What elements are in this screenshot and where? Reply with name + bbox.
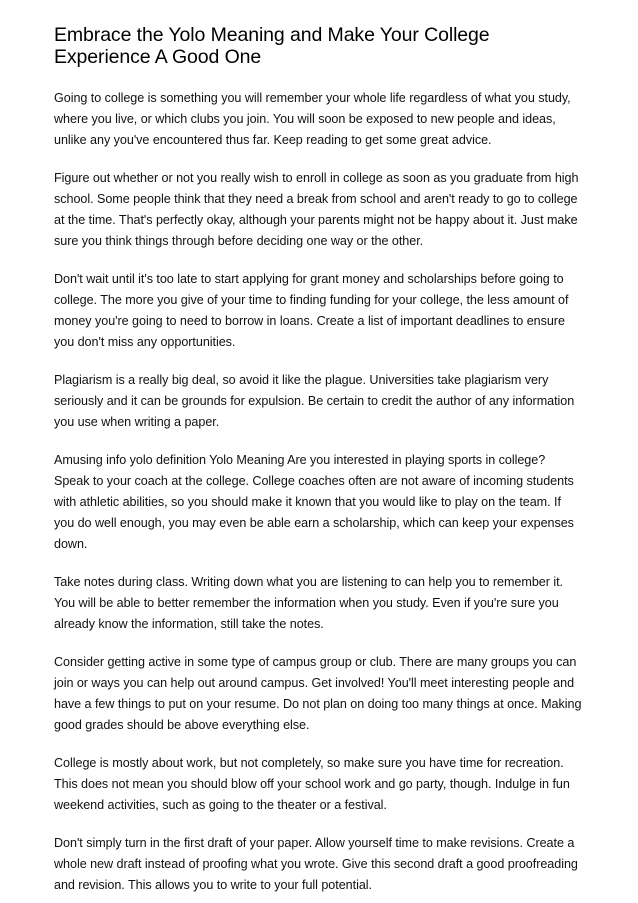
paragraph-3: Don't wait until it's too late to start applying for grant money and scholarships before going to college. The more you give of your time to finding funding for your college, the less amount of money you're going to need to borrow in loans. Create a list of important deadlines to ensure you don't miss any opportunities. bbox=[54, 272, 569, 349]
paragraph-9: Don't simply turn in the first draft of your paper. Allow yourself time to make revisions. Create a whole new draft instead of proofing what you wrote. Give this second draft a good proofreading and revision. This allows you to write to your full potential. bbox=[54, 836, 578, 892]
paragraph-5: Amusing info yolo definition Yolo Meaning Are you interested in playing sports in college? Speak to your coach at the college. College coaches often are not aware of incoming students with athletic abilities, so you should make it known that you would like to play on the team. If you do well enough, you may even be able earn a scholarship, which can keep your expenses down. bbox=[54, 453, 574, 551]
paragraph-8: College is mostly about work, but not completely, so make sure you have time for recreation. This does not mean you should blow off your school work and go party, though. Indulge in fun weekend activities, such as going to the theater or a festival. bbox=[54, 756, 570, 812]
paragraph-2: Figure out whether or not you really wish to enroll in college as soon as you graduate from high school. Some people think that they need a break from school and aren't ready to go to college at the time. That's perfectly okay, although your parents might not be happy about it. Just make sure you think things through before deciding one way or the other. bbox=[54, 171, 579, 248]
paragraph-4: Plagiarism is a really big deal, so avoid it like the plague. Universities take plagiarism very seriously and it can be grounds for expulsion. Be certain to credit the author of any information you use when writing a paper. bbox=[54, 373, 575, 429]
paragraph-6: Take notes during class. Writing down what you are listening to can help you to remember it. You will be able to better remember the information when you study. Even if you're sure you already know the information, still take the notes. bbox=[54, 575, 563, 631]
paragraph-1: Going to college is something you will remember your whole life regardless of what you study, where you live, or which clubs you join. You will soon be exposed to new people and ideas, unlike any you've encountered thus far. Keep reading to get some great advice. bbox=[54, 91, 571, 147]
paragraph-7: Consider getting active in some type of campus group or club. There are many groups you can join or ways you can help out around campus. Get involved! You'll meet interesting people and have a few things to put on your resume. Do not plan on doing too many things at once. Making good grades should be above everything else. bbox=[54, 655, 582, 732]
page-title: Embrace the Yolo Meaning and Make Your College Experience A Good One bbox=[54, 24, 490, 68]
